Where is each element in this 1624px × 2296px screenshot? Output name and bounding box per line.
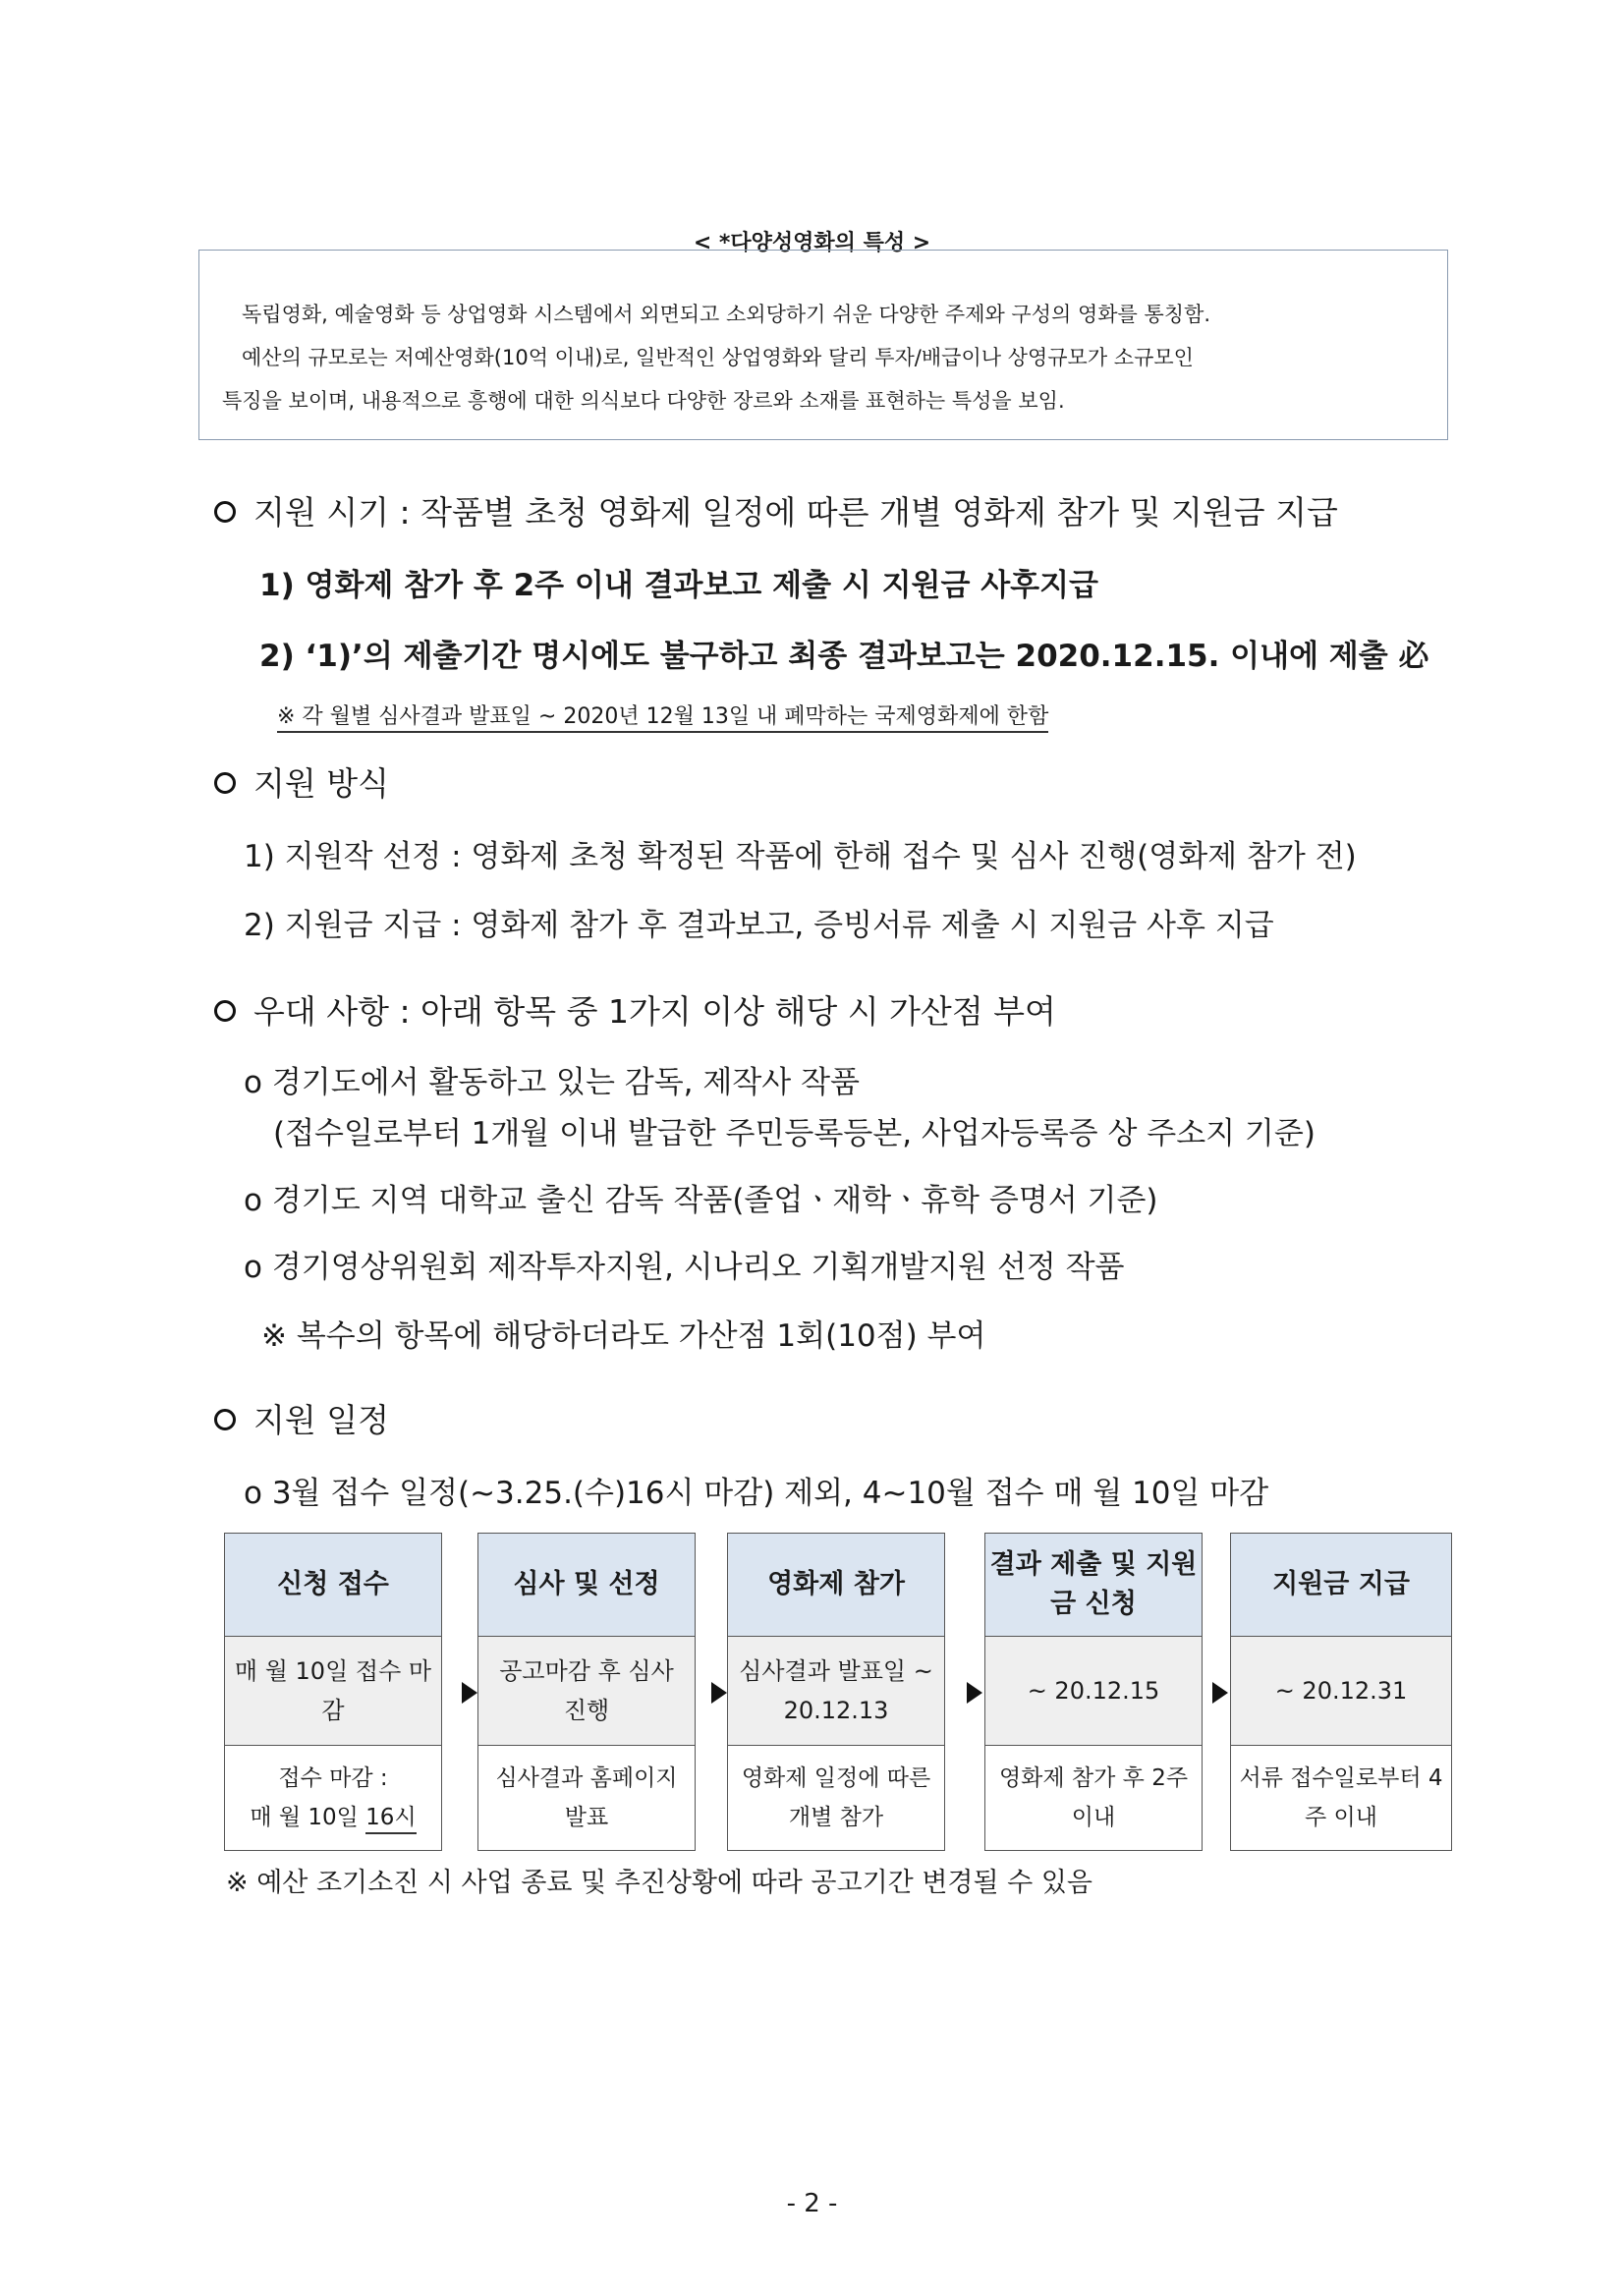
step-period: ~ 20.12.15	[985, 1637, 1202, 1746]
arrow-right-icon	[462, 1682, 477, 1704]
circle-bullet-icon	[214, 1409, 236, 1430]
method-item-2: 2) 지원금 지급 : 영화제 참가 후 결과보고, 증빙서류 제출 시 지원금 사후 지급	[244, 908, 1274, 943]
schedule-line: o 3월 접수 일정(~3.25.(수)16시 마감) 제외, 4~10월 접수 매 월 10일 마감	[244, 1476, 1269, 1511]
step-detail: 영화제 참가 후 2주 이내	[985, 1746, 1202, 1850]
timing-item-1: 1) 영화제 참가 후 2주 이내 결과보고 제출 시 지원금 사후지급	[259, 568, 1098, 603]
circle-bullet-icon	[214, 772, 236, 794]
step-head: 영화제 참가	[728, 1534, 944, 1637]
step-detail: 서류 접수일로부터 4주 이내	[1231, 1746, 1451, 1850]
preference-item-1: o 경기도에서 활동하고 있는 감독, 제작사 작품	[244, 1065, 860, 1100]
preference-note: ※ 복수의 항목에 해당하더라도 가산점 1회(10점) 부여	[261, 1318, 986, 1354]
timing-item-2: 2) ‘1)’의 제출기간 명시에도 불구하고 최종 결과보고는 2020.12.15. 이내에 제출 必	[259, 639, 1429, 674]
page-number: - 2 -	[786, 2189, 838, 2218]
schedule-note: ※ 예산 조기소진 시 사업 종료 및 추진상황에 따라 공고기간 변경될 수 있음	[226, 1868, 1092, 1898]
step-report	[984, 1533, 1203, 1851]
step-festival	[727, 1533, 945, 1851]
step-head: 결과 제출 및 지원금 신청	[985, 1534, 1202, 1637]
step-period: 심사결과 발표일 ~ 20.12.13	[728, 1637, 944, 1746]
step-period: 공고마감 후 심사 진행	[478, 1637, 695, 1746]
step-period: ~ 20.12.31	[1231, 1637, 1451, 1746]
arrow-right-icon	[967, 1682, 982, 1704]
definition-title: < *다양성영화의 특성 >	[693, 231, 931, 255]
timing-note: ※ 각 월별 심사결과 발표일 ~ 2020년 12월 13일 내 폐막하는 국제영화제에 한함	[277, 700, 1048, 730]
schedule-heading: 지원 일정	[214, 1395, 389, 1441]
preference-heading: 우대 사항 : 아래 항목 중 1가지 이상 해당 시 가산점 부여	[214, 986, 1056, 1033]
step-head: 신청 접수	[225, 1534, 441, 1637]
definition-line-3: 특징을 보이며, 내용적으로 흥행에 대한 의식보다 다양한 장르와 소재를 표현하는 특성을 보임.	[222, 389, 1065, 413]
method-heading: 지원 방식	[214, 758, 389, 805]
definition-line-1: 독립영화, 예술영화 등 상업영화 시스템에서 외면되고 소외당하기 쉬운 다양한 주제와 구성의 영화를 통칭함.	[242, 303, 1211, 326]
method-item-1: 1) 지원작 선정 : 영화제 초청 확정된 작품에 한해 접수 및 심사 진행(영화제 참가 전)	[244, 839, 1357, 874]
step-detail: 심사결과 홈페이지 발표	[478, 1746, 695, 1850]
preference-item-2: o 경기도 지역 대학교 출신 감독 작품(졸업ㆍ재학ㆍ휴학 증명서 기준)	[244, 1183, 1158, 1218]
step-head: 지원금 지급	[1231, 1534, 1451, 1637]
step-detail: 영화제 일정에 따른 개별 참가	[728, 1746, 944, 1850]
preference-item-3: o 경기영상위원회 제작투자지원, 시나리오 기획개발지원 선정 작품	[244, 1250, 1125, 1285]
step-period: 매 월 10일 접수 마감	[225, 1637, 441, 1746]
step-review	[477, 1533, 696, 1851]
definition-line-2: 예산의 규모로는 저예산영화(10억 이내)로, 일반적인 상업영화와 달리 투자/배급이나 상영규모가 소규모인	[242, 346, 1194, 369]
step-payment	[1230, 1533, 1452, 1851]
step-head: 심사 및 선정	[478, 1534, 695, 1637]
circle-bullet-icon	[214, 1000, 236, 1022]
arrow-right-icon	[711, 1682, 727, 1704]
step-detail: 접수 마감 : 매 월 10일 16시	[225, 1746, 441, 1850]
preference-item-1-sub: (접수일로부터 1개월 이내 발급한 주민등록등본, 사업자등록증 상 주소지 기준)	[273, 1116, 1316, 1151]
circle-bullet-icon	[214, 501, 236, 523]
timing-heading: 지원 시기 : 작품별 초청 영화제 일정에 따른 개별 영화제 참가 및 지원금 지급	[214, 487, 1338, 533]
step-application	[224, 1533, 442, 1851]
arrow-right-icon	[1212, 1682, 1228, 1704]
